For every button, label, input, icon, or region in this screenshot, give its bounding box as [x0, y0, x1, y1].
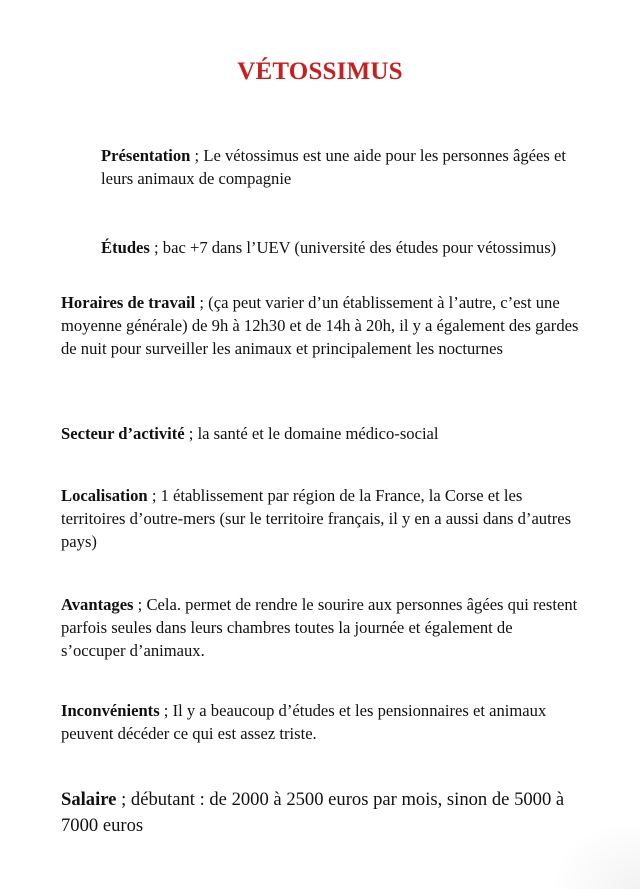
section-text: ; débutant : de 2000 à 2500 euros par mois, sinon de 5000 à 7000 euros — [61, 789, 565, 836]
section-text: ; Cela. permet de rendre le sourire aux personnes âgées qui restent parfois seules dans leurs chambres toutes la journée et également de s’occuper d’animaux. — [61, 595, 578, 660]
section-label: Horaires de travail — [61, 293, 196, 312]
section-secteur — [61, 422, 601, 445]
document-title: VÉTOSSIMUS — [237, 58, 403, 85]
section-salaire — [61, 787, 581, 839]
section-label: Présentation — [101, 146, 191, 165]
section-inconvenients — [61, 699, 601, 745]
section-text: ; (ça peut varier d’un établissement à l’autre, c’est une moyenne générale) de 9h à 12h30 et de 14h à 20h, il y a également des gardes de nuit pour surveiller les animaux et principalement les nocturnes — [61, 293, 579, 358]
section-label: Localisation — [61, 486, 148, 505]
section-text: ; 1 établissement par région de la France, la Corse et les territoires d’outre-mers (sur le territoire français, il y en a aussi dans d’autres pays) — [61, 486, 572, 551]
page-corner-shadow — [550, 819, 640, 889]
section-localisation — [61, 484, 581, 553]
section-label: Salaire — [61, 789, 117, 810]
section-label: Études — [101, 238, 150, 257]
section-text: ; Le vétossimus est une aide pour les personnes âgées et leurs animaux de compagnie — [101, 146, 566, 188]
section-label: Secteur d’activité — [61, 424, 185, 443]
section-avantages — [61, 593, 581, 662]
section-etudes — [101, 236, 621, 259]
section-text: ; la santé et le domaine médico-social — [184, 424, 439, 443]
section-label: Avantages — [61, 595, 134, 614]
section-label: Inconvénients — [61, 701, 160, 720]
section-text: ; Il y a beaucoup d’études et les pensionnaires et animaux peuvent décéder ce qui est assez triste. — [61, 701, 547, 743]
section-horaires — [61, 291, 581, 360]
section-text: ; bac +7 dans l’UEV (université des études pour vétossimus) — [149, 238, 557, 257]
section-presentation — [101, 144, 601, 190]
